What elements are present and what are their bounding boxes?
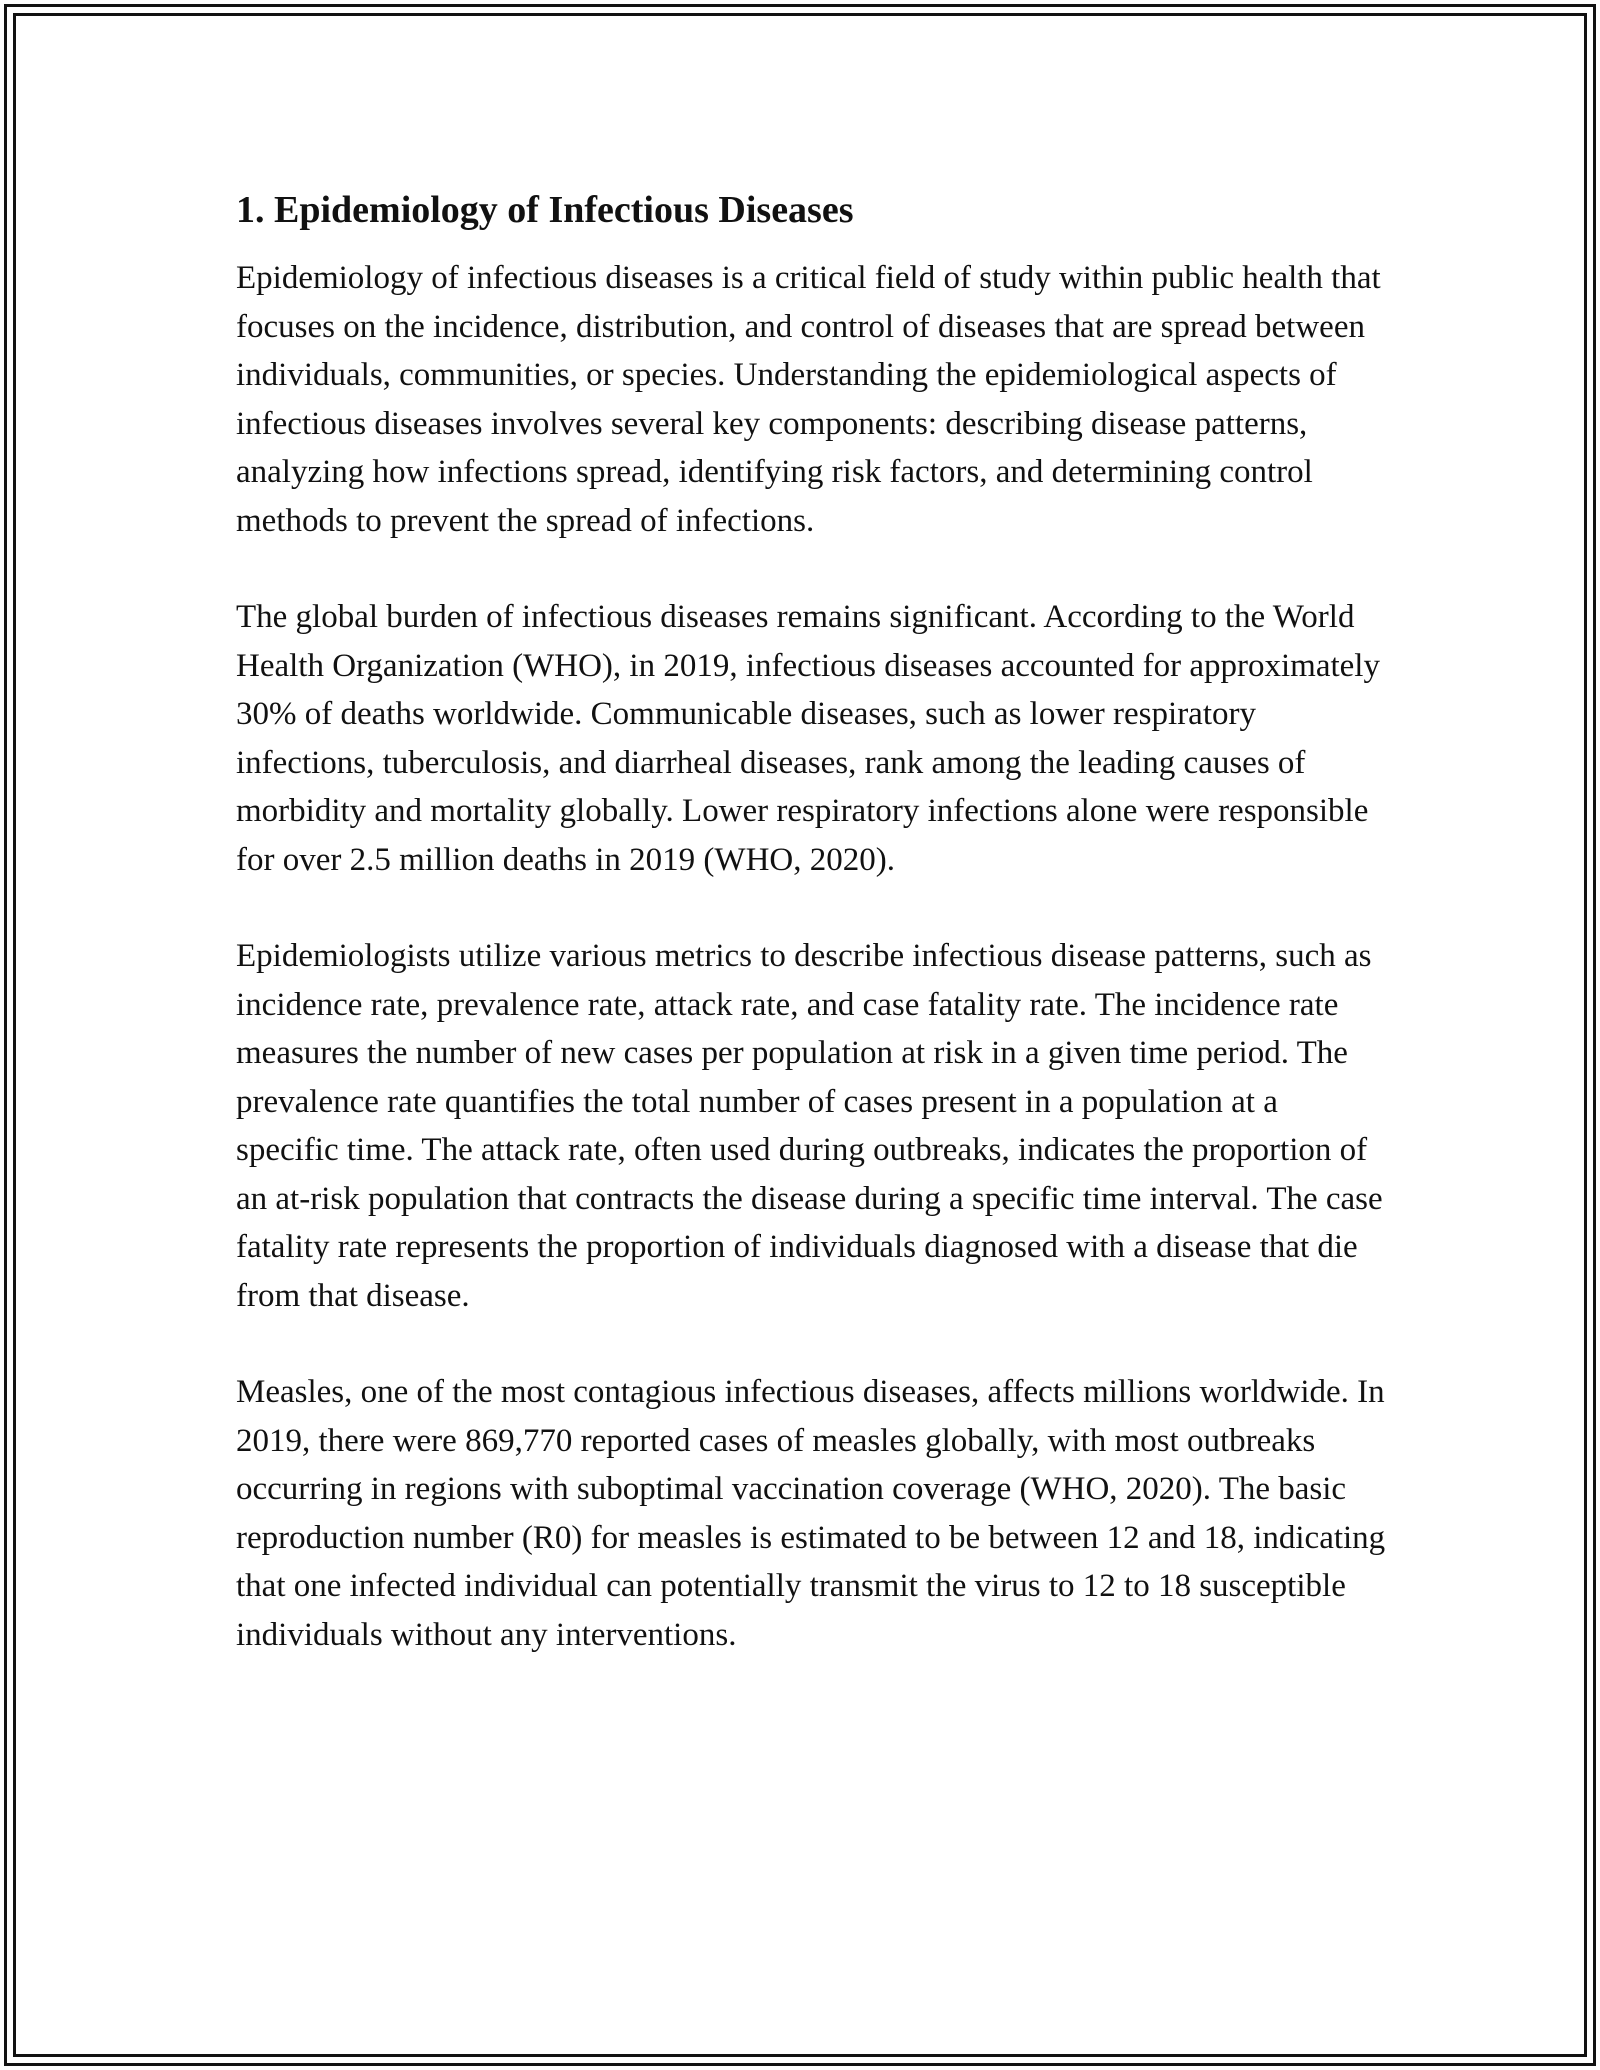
document-body	[236, 186, 1386, 1707]
paragraph-intro: Epidemiology of infectious diseases is a critical field of study within public health that focuses on the incidence, distribution, and control of diseases that are spread between individuals, communities, or species. Understanding the epidemiological aspects of infectious diseases involves several key components: describing disease patterns, analyzing how infections spread, identifying risk factors, and determining control methods to prevent the spread of infections.	[236, 260, 1381, 539]
paragraph-global-burden: The global burden of infectious diseases remains significant. According to the World Health Organization (WHO), in 2019, infectious diseases accounted for approximately 30% of deaths worldwide. Communicable diseases, such as lower respiratory infections, tuberculosis, and diarrheal diseases, rank among the leading causes of morbidity and mortality globally. Lower respiratory infections alone were responsible for over 2.5 million deaths in 2019 (WHO, 2020).	[236, 599, 1380, 878]
section-heading: 1. Epidemiology of Infectious Diseases	[236, 189, 854, 231]
paragraph-metrics: Epidemiologists utilize various metrics to describe infectious disease patterns, such as incidence rate, prevalence rate, attack rate, and case fatality rate. The incidence rate measures the number of new cases per population at risk in a given time period. The prevalence rate quantifies the total number of cases present in a population at a specific time. The attack rate, often used during outbreaks, indicates the proportion of an at-risk population that contracts the disease during a specific time interval. The case fatality rate represents the proportion of individuals diagnosed with a disease that die from that disease.	[236, 938, 1383, 1314]
paragraph-measles: Measles, one of the most contagious infectious diseases, affects millions worldwide. In 2019, there were 869,770 reported cases of measles globally, with most outbreaks occurring in regions with suboptimal vaccination coverage (WHO, 2020). The basic reproduction number (R0) for measles is estimated to be between 12 and 18, indicating that one infected individual can potentially transmit the virus to 12 to 18 susceptible individuals without any interventions.	[236, 1374, 1386, 1653]
